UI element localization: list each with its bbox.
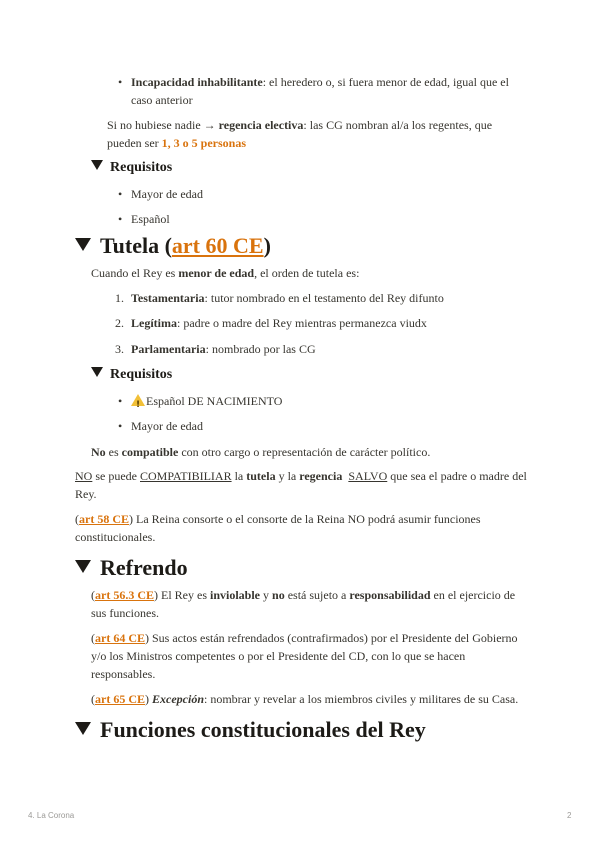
refrendo-heading: Refrendo — [100, 555, 188, 580]
bold-text: tutela — [246, 469, 276, 483]
compatibilidad-paragraph — [91, 443, 430, 461]
list-item-bold: Legítima — [131, 316, 177, 330]
bold-text: responsabilidad — [349, 588, 431, 602]
bold-text: no — [272, 588, 285, 602]
art58-paragraph — [75, 510, 481, 528]
footer-section-title: 4. La Corona — [28, 811, 75, 820]
footer-page-number: 2 — [567, 811, 572, 820]
underlined-text: SALVO — [348, 469, 388, 483]
funciones-heading: Funciones constitucionales del Rey — [100, 717, 426, 742]
toggle-triangle-icon — [75, 722, 91, 735]
art-65-link[interactable]: art 65 CE — [95, 692, 145, 706]
art-64-link[interactable]: art 64 CE — [95, 631, 145, 645]
compat-text-2: con otro cargo o representación de carácter político. — [178, 445, 431, 459]
tutela-list-item — [115, 340, 316, 358]
plain-text: ) Sus actos están refrendados (contrafirmados) por el Presidente del Gobierno — [145, 631, 518, 645]
tutela-list-item — [115, 314, 427, 332]
no-compatibiliar-paragraph-cont: Rey. — [75, 487, 97, 501]
paren: ( — [91, 588, 95, 602]
art64-paragraph-cont: y/o los Ministros competentes o por el Presidente del CD, con lo que se hacen — [91, 649, 466, 663]
tutela-heading-close: ) — [263, 233, 271, 258]
requisitos-heading: Requisitos — [110, 160, 173, 175]
plain-text: está sujeto a — [284, 588, 350, 602]
plain-text: ) El Rey es — [154, 588, 210, 602]
electiva-text-3: pueden ser — [107, 136, 162, 150]
requisito-item — [131, 392, 282, 410]
warning-icon — [131, 394, 145, 406]
funciones-heading-toggle[interactable] — [75, 717, 426, 743]
list-number: 1. — [115, 291, 124, 305]
compat-bold: No — [91, 445, 106, 459]
incapacidad-bullet — [131, 73, 509, 91]
list-item-bold: Testamentaria — [131, 291, 205, 305]
toggle-triangle-icon — [75, 238, 91, 251]
art64-paragraph — [91, 629, 518, 647]
tutela-list-item — [115, 289, 444, 307]
underlined-text: COMPATIBILIAR — [140, 469, 232, 483]
regencia-electiva-paragraph — [107, 116, 492, 134]
incapacidad-label: Incapacidad inhabilitante — [131, 75, 263, 89]
bold-text: inviolable — [210, 588, 261, 602]
paren: ( — [75, 512, 79, 526]
intro-text-2: , el orden de tutela es: — [254, 266, 360, 280]
incapacidad-text: : el heredero o, si fuera menor de edad, igual que el — [262, 75, 509, 89]
toggle-triangle-icon — [75, 560, 91, 573]
incapacidad-text-cont: caso anterior — [131, 93, 193, 107]
requisitos-heading: Requisitos — [110, 367, 173, 382]
regencia-requisitos-toggle[interactable] — [91, 160, 172, 176]
plain-text: ) — [145, 692, 152, 706]
electiva-text: Si no hubiese nadie → — [107, 118, 219, 132]
plain-text: : nombrar y revelar a los miembros civiles y militares de su Casa. — [204, 692, 519, 706]
requisito-item: • Mayor de edad — [131, 417, 203, 435]
toggle-triangle-icon — [91, 160, 103, 170]
regencia-electiva-paragraph-cont — [107, 134, 246, 152]
intro-text: Cuando el Rey es — [91, 266, 179, 280]
toggle-triangle-icon — [91, 367, 103, 377]
art58-text: ) La Reina consorte o el consorte de la Reina NO podrá asumir funciones — [129, 512, 481, 526]
plain-text: la — [231, 469, 247, 483]
refrendo-heading-toggle[interactable] — [75, 555, 188, 581]
excepcion-label: Excepción — [152, 692, 204, 706]
art-58-link[interactable]: art 58 CE — [79, 512, 129, 526]
list-item-text: : padre o madre del Rey mientras permanezca viudx — [177, 316, 427, 330]
list-item-text: : tutor nombrado en el testamento del Rey difunto — [204, 291, 444, 305]
plain-text: en el ejercicio de — [430, 588, 516, 602]
underlined-text: NO — [75, 469, 93, 483]
tutela-heading: Tutela ( — [100, 233, 172, 258]
list-item-bold: Parlamentaria — [131, 342, 206, 356]
list-item-text: : nombrado por las CG — [205, 342, 316, 356]
intro-bold: menor de edad — [178, 266, 255, 280]
plain-text: y la — [275, 469, 300, 483]
electiva-text-2: : las CG nombran al/a los regentes, que — [303, 118, 493, 132]
tutela-requisitos-toggle[interactable] — [91, 367, 172, 383]
art64-paragraph-cont: responsables. — [91, 667, 156, 681]
list-number: 2. — [115, 316, 124, 330]
compat-text: es — [105, 445, 122, 459]
paren: ( — [91, 631, 95, 645]
tutela-heading-toggle[interactable] — [75, 233, 271, 259]
tutela-intro — [91, 264, 359, 282]
art56-paragraph — [91, 586, 515, 604]
art-60-link[interactable]: art 60 CE — [171, 233, 264, 258]
bold-text: regencia — [299, 469, 343, 483]
requisito-text: Español DE NACIMIENTO — [146, 394, 283, 408]
no-compatibiliar-paragraph — [75, 467, 527, 485]
electiva-highlight: 1, 3 o 5 personas — [161, 136, 246, 150]
art58-paragraph-cont: constitucionales. — [75, 530, 156, 544]
plain-text: que sea el padre o madre del — [387, 469, 527, 483]
plain-text: se puede — [92, 469, 140, 483]
art65-paragraph — [91, 690, 518, 708]
list-number: 3. — [115, 342, 124, 356]
art-56-3-link[interactable]: art 56.3 CE — [95, 588, 154, 602]
plain-text: y — [260, 588, 273, 602]
art56-paragraph-cont: sus funciones. — [91, 606, 159, 620]
paren: ( — [91, 692, 95, 706]
electiva-bold: regencia electiva — [218, 118, 304, 132]
requisito-item: • Mayor de edad — [131, 185, 203, 203]
compat-bold-2: compatible — [121, 445, 179, 459]
requisito-item: • Español — [131, 210, 170, 228]
